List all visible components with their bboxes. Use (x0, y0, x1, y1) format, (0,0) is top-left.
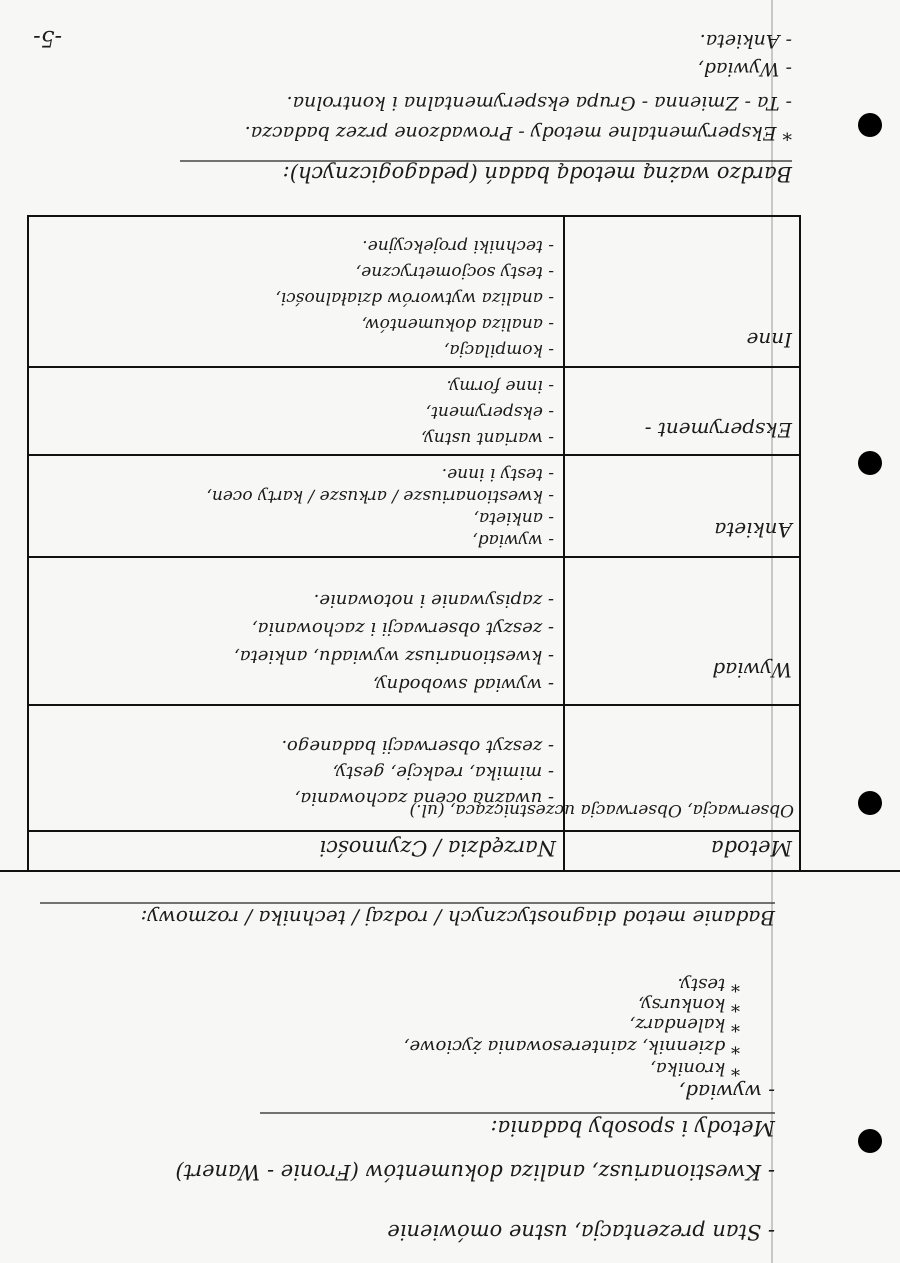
note-line: - Wywiad, (697, 58, 792, 80)
tool-line: - zeszyt obserwacji i zachowania, (251, 618, 554, 639)
table-row (282, 736, 794, 820)
header-method: Metoda (711, 836, 792, 860)
tool-line: - testy i inne. (441, 464, 554, 484)
note-line: - Kwestionariusz, analiza dokumentów (Fronie - Wanert) (175, 1160, 775, 1184)
method-text: Obserwacja, Obserwacja uczestnicząca, (ul.) (409, 800, 794, 820)
method-cell: Eksperyment - (644, 418, 792, 442)
punch-hole (858, 451, 882, 475)
punch-hole (858, 113, 882, 137)
note-heading: Bardzo ważną metodą badań (pedagogicznych): (282, 162, 792, 186)
tool-line: - uważna ocena zachowania, (294, 788, 554, 809)
tool-line: - kwestionariusz wywiadu, ankieta, (234, 646, 554, 667)
tool-line: - wariant ustny, (421, 428, 554, 448)
note-line: * kalendarz, (629, 1014, 740, 1035)
top-notes (40, 903, 776, 1244)
tool-line: - ankieta, (473, 508, 554, 528)
tool-line: - mimika, reakcje, gesty, (332, 762, 554, 783)
table-row (275, 236, 793, 360)
tool-line: - analiza dokumentów, (361, 314, 554, 334)
table-row (421, 376, 793, 448)
page-marker: -5- (33, 25, 62, 50)
punch-hole (858, 1129, 882, 1153)
method-cell: Inne (746, 328, 792, 352)
punch-hole (858, 791, 882, 815)
table-row (234, 590, 792, 695)
tool-line: - kompilacja, (443, 340, 554, 360)
tool-line: - eksperyment, (425, 402, 554, 422)
note-line: - Stan prezentacja, ustne omówienie (387, 1220, 775, 1244)
tool-line: - inne formy. (446, 376, 554, 396)
tool-line: - wywiad swobodny, (373, 674, 554, 695)
note-heading: Badanie metod diagnostycznych / rodzaj / technika / rozmowy: (140, 906, 775, 930)
tool-line: - zeszyt obserwacji badanego. (281, 736, 554, 757)
note-line: - Ankieta. (699, 30, 792, 52)
tool-line: - kwestionariusze / arkusze / karty ocen, (206, 486, 554, 506)
note-line: * kronika, (650, 1058, 740, 1079)
note-line: * dziennik, zainteresowania życiowe, (403, 1036, 740, 1057)
tool-line: - techniki projekcyjne. (362, 236, 554, 256)
header-tools: Narzędzia / Czynności (319, 836, 556, 860)
bottom-notes (180, 30, 793, 186)
note-line: - wywiad, (678, 1080, 775, 1104)
method-cell: Ankieta (714, 518, 792, 542)
tool-line: - testy socjometryczne, (355, 262, 554, 282)
note-line: * Eksperymentalne metody - Prowadzone przez badacza. (244, 122, 792, 144)
methods-table (0, 216, 900, 871)
tool-line: - zapisywanie i notowanie. (313, 590, 554, 611)
note-line: * testy. (677, 974, 740, 995)
note-line: * konkursy, (638, 994, 740, 1015)
table-row (206, 464, 794, 550)
note-heading: Metody i sposoby badania: (490, 1116, 775, 1140)
tool-line: - analiza wytworów działalności, (275, 288, 554, 308)
tool-line: - wywiad, (472, 530, 554, 550)
note-line: - Ta - Zmienna - Grupa eksperymentalna i kontrolna. (286, 92, 792, 114)
method-cell: Wywiad (712, 658, 792, 682)
